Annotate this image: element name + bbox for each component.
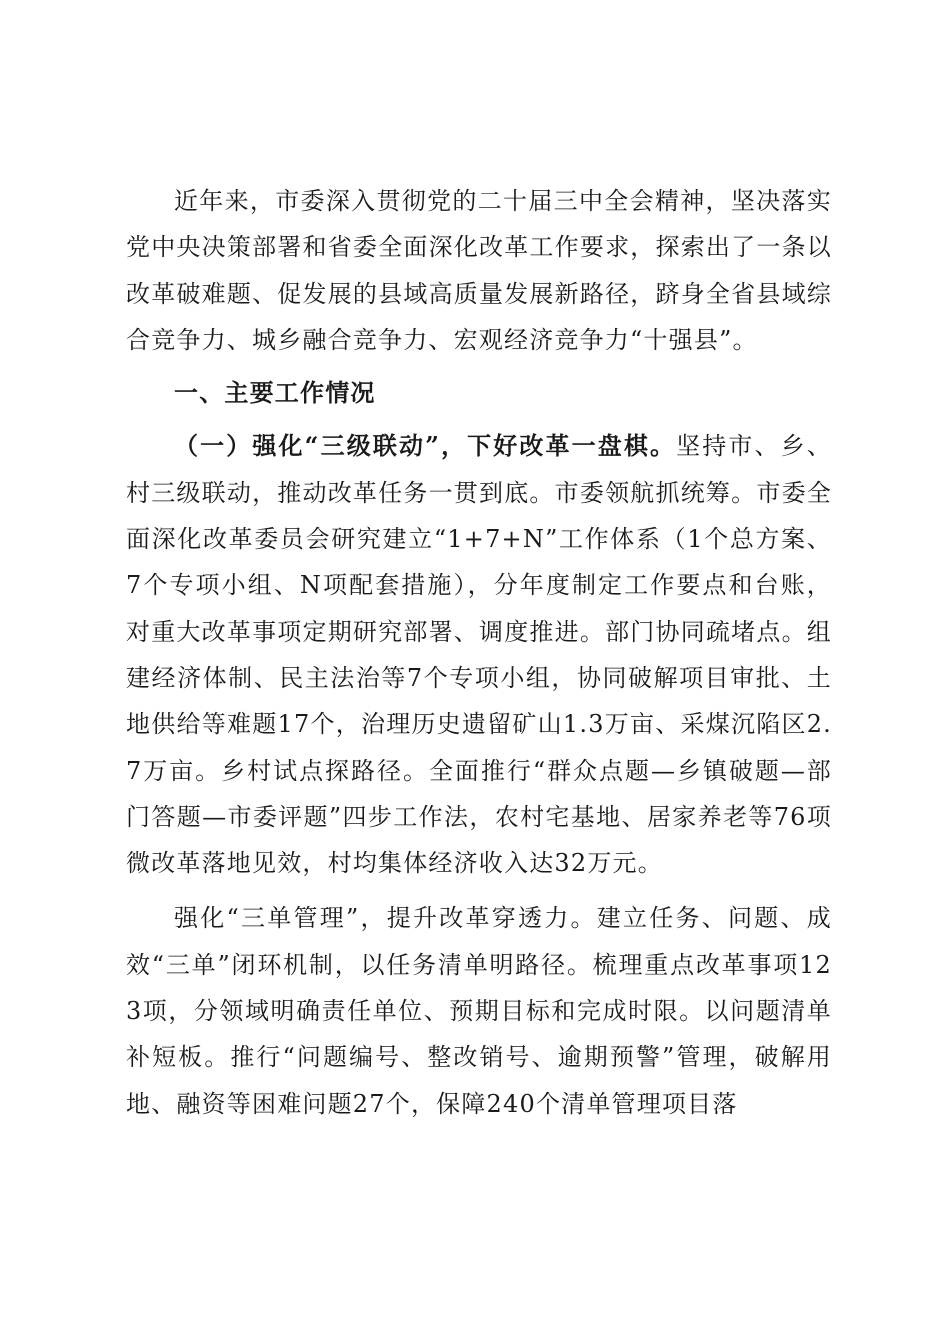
item1-lead: （一）强化“三级联动”，下好改革一盘棋。 (174, 431, 677, 461)
spacer (126, 363, 832, 370)
item2-paragraph: 强化“三单管理”，提升改革穿透力。建立任务、问题、成效“三单”闭环机制，以任务清单明路径。梳理重点改革事项123项，分领域明确责任单位、预期目标和完成时限。以问题清单补短板。推行“问题编号、整改销号、逾期预警”管理，破解用地、融资等困难问题27个，保障240个清单管理项目落 (126, 904, 832, 1118)
item1-body: 坚持市、乡、村三级联动，推动改革任务一贯到底。市委领航抓统筹。市委全面深化改革委员会研究建立“1+7+N”工作体系（1个总方案、7个专项小组、N项配套措施），分年度制定工作要点和台账，对重大改革事项定期研究部署、调度推进。部门协同疏堵点。组建经济体制、民主法治等7个专项小组，协同破解项目审批、土地供给等难题17个，治理历史遗留矿山1.3万亩、采煤沉陷区2.7万亩。乡村试点探路径。全面推行“群众点题—乡镇破题—部门答题—市委评题”四步工作法，农村宅基地、居家养老等76项微改革落地见效，村均集体经济收入达32万元。 (126, 432, 833, 878)
document-body (126, 178, 832, 1127)
section-heading: 一、主要工作情况 (174, 378, 376, 408)
intro-paragraph: 近年来，市委深入贯彻党的二十届三中全会精神，坚决落实党中央决策部署和省委全面深化改革工作要求，探索出了一条以改革破难题、促发展的县域高质量发展新路径，跻身全省县域综合竞争力、城乡融合竞争力、宏观经济竞争力“十强县”。 (126, 187, 832, 354)
spacer (126, 416, 832, 423)
spacer (126, 886, 832, 895)
item1-paragraph (126, 423, 832, 886)
